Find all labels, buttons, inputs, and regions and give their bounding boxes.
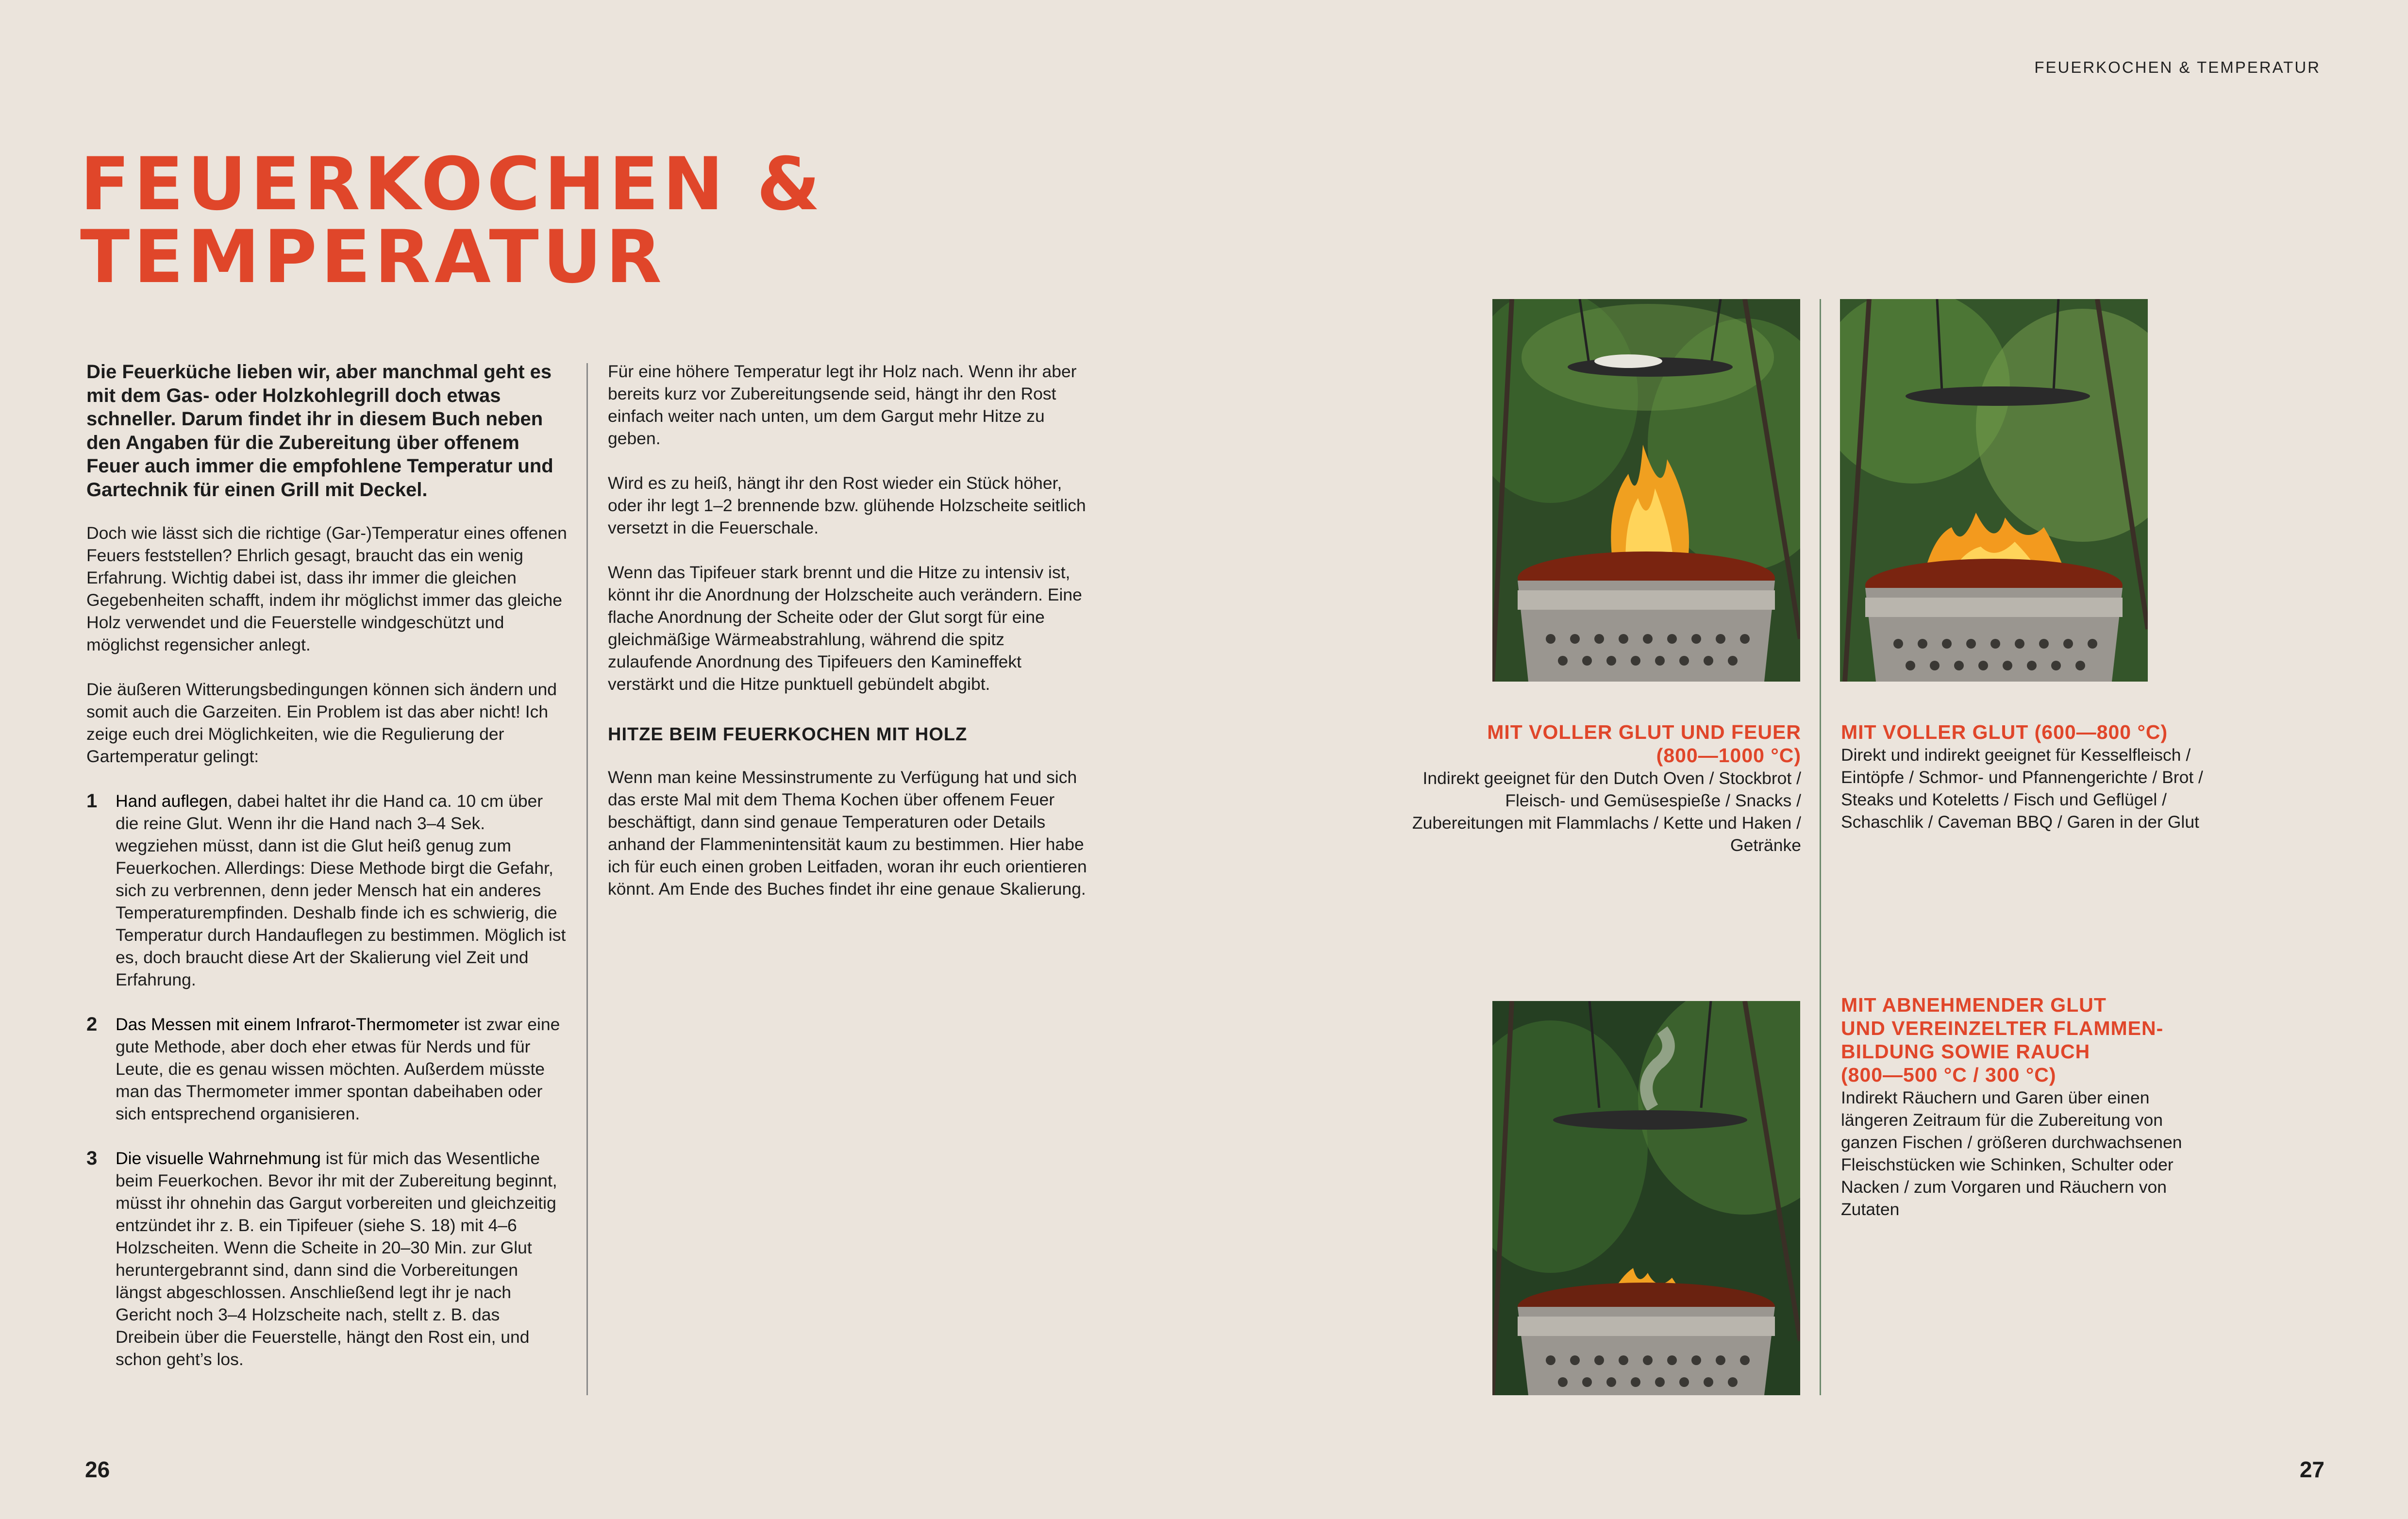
- list-item: [86, 1013, 567, 1125]
- caption-text: Indirekt Räuchern und Garen über einen längeren Zeitraum für die Zubereitung von ganzen Fischen / größeren durchwachsenen Fleischstücken wie Schinken, Schulter oder Nacken / zum Vorgaren und Räuchern von Zutaten: [1841, 1088, 2182, 1219]
- list-item: [86, 790, 567, 991]
- photo-divider: [1820, 299, 1821, 1395]
- list-text: , dabei haltet ihr die Hand ca. 10 cm über die reine Glut. Wenn ihr die Hand nach 3–4 Sek. wegziehen müsst, dann ist die Glut heiß genug zum Feuerkochen. Allerdings: Diese Methode birgt die Gefahr, sich zu verbrennen, denn jeder Mensch hat ein anderes Temperaturempfinden. Deshalb finde ich es schwierig, die Temperatur durch Handauflegen zu bestimmen. Möglich ist es, doch braucht diese Art der Skalierung viel Zeit und Erfahrung.: [116, 791, 566, 989]
- caption-title-line: (800—500 °C / 300 °C): [1841, 1064, 2057, 1086]
- caption-title: [1408, 720, 1801, 767]
- caption-full-glow-and-fire: [1408, 720, 1801, 856]
- section-subheading: HITZE BEIM FEUERKOCHEN MIT HOLZ: [608, 724, 968, 745]
- lead-paragraph: Die Feuerküche lieben wir, aber manchmal geht es mit dem Gas- oder Holzkohlegrill doch etwas schneller. Darum findet ihr in diesem Buch neben den Angaben für die Zubereitung über offenem Feuer auch immer die empfohlene Temperatur und Gartechnik für einen Grill mit Deckel.: [86, 361, 553, 501]
- page-title: [80, 142, 824, 300]
- method-list: [86, 790, 567, 1370]
- body-paragraph: Wird es zu heiß, hängt ihr den Rost wieder ein Stück höher, oder ihr legt 1–2 brennende bzw. glühende Holzscheite seitlich versetzt in die Feuerschale.: [608, 473, 1086, 537]
- caption-title-line: MIT VOLLER GLUT (600—800 °C): [1841, 721, 2168, 743]
- left-text-column: [86, 360, 567, 1393]
- running-head: FEUERKOCHEN & TEMPERATUR: [2034, 58, 2321, 76]
- list-term: Das Messen mit einem Infrarot-Thermometer: [116, 1015, 460, 1034]
- body-paragraph: Doch wie lässt sich die richtige (Gar-)Temperatur eines offenen Feuers feststellen? Ehrlich gesagt, braucht das ein wenig Erfahrung. Wichtig dabei ist, dass ihr immer die gleichen Gegebenheiten schafft, indem ihr möglichst immer das gleiche Holz verwendet und die Feuerstelle windgeschützt und möglichst regensicher anlegt.: [86, 523, 567, 654]
- caption-diminishing-glow: [1841, 993, 2220, 1220]
- caption-title: [1841, 720, 2220, 744]
- body-paragraph: Für eine höhere Temperatur legt ihr Holz nach. Wenn ihr aber bereits kurz vor Zubereitungsende seid, hängt ihr den Rost einfach weiter nach unten, um dem Gargut mehr Hitze zu geben.: [608, 362, 1077, 448]
- body-paragraph: Die äußeren Witterungsbedingungen können sich ändern und somit auch die Garzeiten. Ein Problem ist das aber nicht! Ich zeige euch drei Möglichkeiten, wie die Regulierung der Gartemperatur gelingt:: [86, 680, 557, 766]
- page-number-right: 27: [2299, 1457, 2324, 1482]
- list-text: ist für mich das Wesentliche beim Feuerkochen. Bevor ihr mit der Zubereitung beginnt, müsst ihr ohnehin das Gargut vorbereiten und gleichzeitig entzündet ihr z. B. ein Tipifeuer (siehe S. 18) mit 4–6 Holzscheiten. Wenn die Scheite in 20–30 Min. zur Glut heruntergebrannt sind, dann sind die Vorbereitungen längst abgeschlossen. Anschließend legt ihr je nach Gericht noch 3–4 Holzscheite nach, stellt z. B. das Dreibein über die Feuerstelle, hängt den Rost ein, und schon geht’s los.: [116, 1149, 557, 1369]
- list-number: 3: [86, 1148, 98, 1169]
- list-item: [86, 1147, 567, 1370]
- page-number-left: 26: [85, 1457, 110, 1482]
- body-paragraph: Wenn das Tipifeuer stark brennt und die Hitze zu intensiv ist, könnt ihr die Anordnung der Holzscheite auch verändern. Eine flache Anordnung der Scheite oder der Glut sorgt für eine gleichmäßige Wärmeabstrahlung, während die spitz zulaufende Anordnung des Tipifeuers den Kamineffekt verstärkt und die Hitze punktuell gebündelt abgibt.: [608, 563, 1082, 694]
- caption-title-line: MIT VOLLER GLUT UND FEUER: [1487, 721, 1801, 743]
- caption-text: Indirekt geeignet für den Dutch Oven / Stockbrot / Fleisch- und Gemüsespieße / Snacks / Zubereitungen mit Flammlachs / Kette und Haken / Getränke: [1412, 768, 1801, 855]
- list-term: Hand auflegen: [116, 791, 228, 811]
- caption-title-line: MIT ABNEHMENDER GLUT: [1841, 994, 2107, 1016]
- caption-full-glow: [1841, 720, 2220, 833]
- caption-title-line: (800—1000 °C): [1656, 744, 1801, 767]
- page-title-line-1: FEUERKOCHEN &: [80, 142, 824, 227]
- caption-title: [1841, 993, 2220, 1086]
- body-paragraph: Wenn man keine Messinstrumente zu Verfügung hat und sich das erste Mal mit dem Thema Kochen über offenem Feuer beschäftigt, dann sind genaue Temperaturen oder Details anhand der Flammenintensität kaum zu bestimmen. Hier habe ich für euch einen groben Leitfaden, woran ihr euch orientieren könnt. Am Ende des Buches findet ihr eine genaue Skalierung.: [608, 768, 1087, 899]
- fire-photo-full-glow: [1840, 299, 2148, 682]
- middle-text-column: [608, 360, 1088, 900]
- list-number: 2: [86, 1014, 98, 1035]
- page-title-line-2: TEMPERATUR: [80, 215, 666, 300]
- caption-title-line: UND VEREINZELTER FLAMMEN-: [1841, 1017, 2164, 1039]
- list-term: Die visuelle Wahrnehmung: [116, 1149, 321, 1168]
- list-number: 1: [86, 790, 98, 812]
- list-text: ist zwar eine gute Methode, aber doch eher etwas für Nerds und für Leute, die es genau wissen möchten. Außerdem müsste man das Thermometer immer spontan dabeihaben oder sich entsprechend organisieren.: [116, 1015, 560, 1123]
- caption-text: Direkt und indirekt geeignet für Kesselfleisch / Eintöpfe / Schmor- und Pfannengerichte / Brot / Steaks und Koteletts / Fisch und Geflügel / Schaschlik / Caveman BBQ / Garen in der Glut: [1841, 745, 2203, 832]
- fire-photo-diminishing-glow-smoke: [1492, 1001, 1800, 1395]
- caption-title-line: BILDUNG SOWIE RAUCH: [1841, 1040, 2090, 1063]
- fire-photo-full-glow-and-flames: [1492, 299, 1800, 682]
- column-divider: [586, 363, 588, 1395]
